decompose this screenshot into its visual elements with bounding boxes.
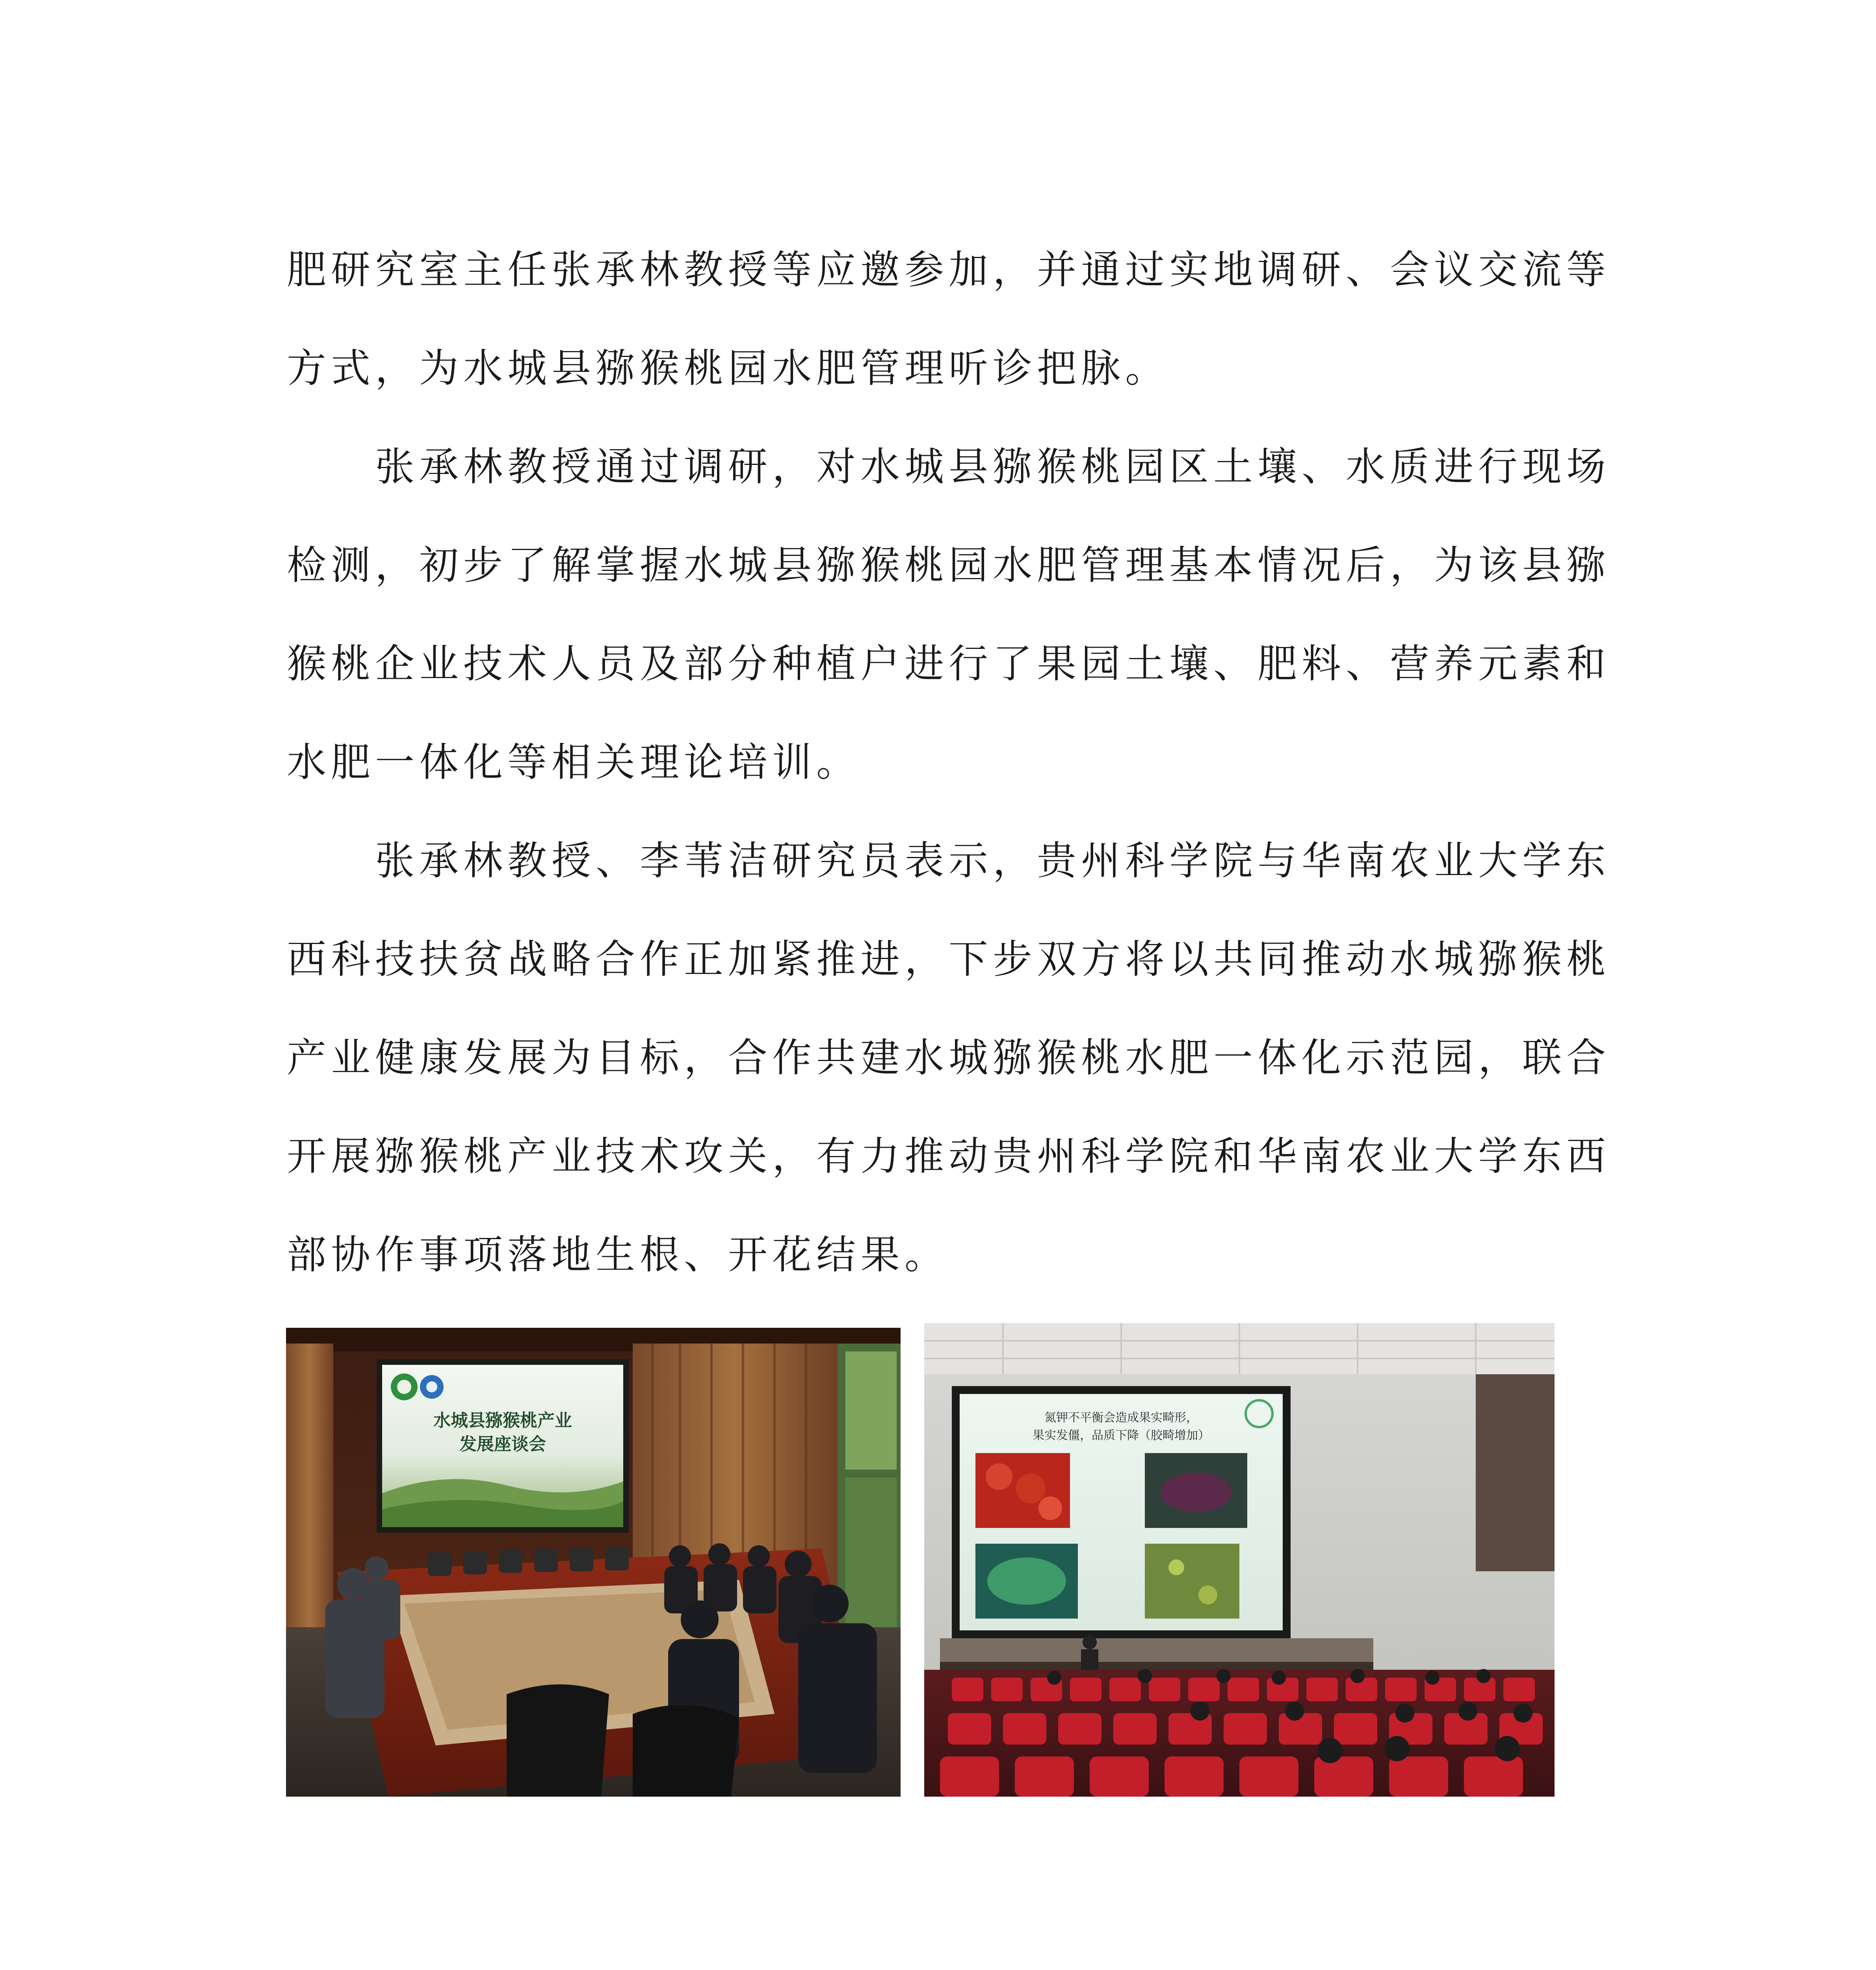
- body-text: [287, 221, 1610, 1304]
- meeting-room-illustration: [286, 1328, 901, 1797]
- lecture-hall-photo: [924, 1323, 1555, 1797]
- photo-row: [286, 1328, 1555, 1801]
- screen-title-line1: 水城县猕猴桃产业: [433, 1411, 572, 1431]
- screen-title-line2: 发展座谈会: [459, 1434, 546, 1454]
- paragraph-1: 肥研究室主任张承林教授等应邀参加，并通过实地调研、会议交流等方式，为水城县猕猴桃园水肥管理听诊把脉。: [287, 247, 1610, 391]
- slide-text-line2: 果实发僵，品质下降（胶畸增加）: [1033, 1429, 1210, 1442]
- paragraph-2: 张承林教授通过调研，对水城县猕猴桃园区土壤、水质进行现场检测，初步了解掌握水城县猕猴桃园水肥管理基本情况后，为该县猕猴桃企业技术人员及部分种植户进行了果园土壤、肥料、营养元素和水肥一体化等相关理论培训。: [287, 444, 1610, 785]
- lecture-hall-illustration: [924, 1323, 1555, 1797]
- meeting-room-photo: [286, 1328, 901, 1797]
- slide-text-line1: 氮钾不平衡会造成果实畸形，: [1044, 1411, 1198, 1425]
- paragraph-3: 张承林教授、李苇洁研究员表示，贵州科学院与华南农业大学东西科技扶贫战略合作正加紧推进，下步双方将以共同推动水城猕猴桃产业健康发展为目标，合作共建水城猕猴桃水肥一体化示范园，联合开展猕猴桃产业技术攻关，有力推动贵州科学院和华南农业大学东西部协作事项落地生根、开花结果。: [287, 838, 1610, 1278]
